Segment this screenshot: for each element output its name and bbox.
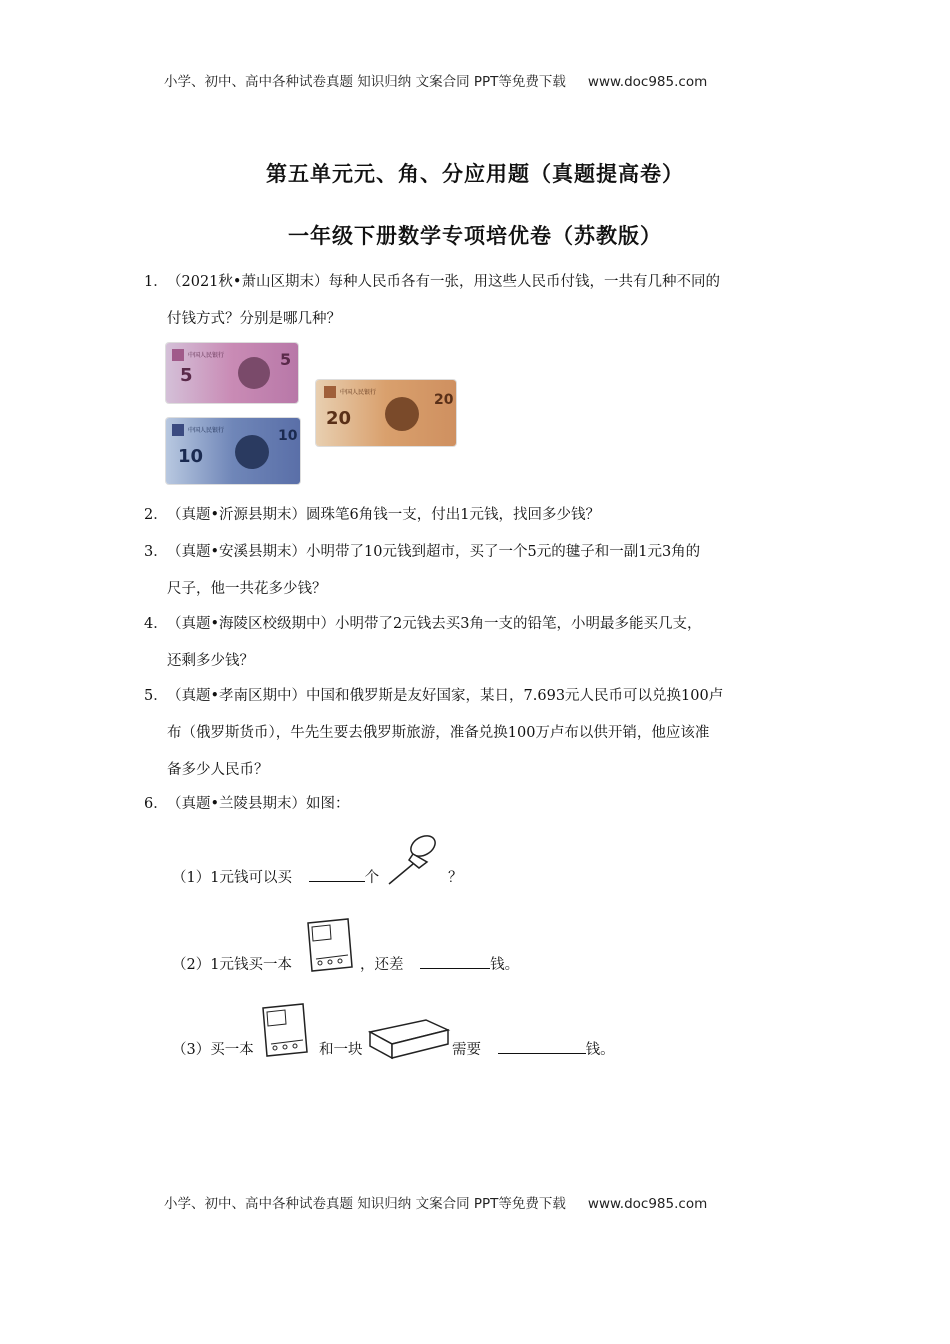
- question-text: 布（俄罗斯货币），牛先生要去俄罗斯旅游，准备兑换100万卢布以供开销，他应该准: [167, 725, 710, 741]
- question-5: [0, 678, 950, 789]
- question-number: 6．: [144, 796, 168, 812]
- part-text: 钱。: [585, 1042, 615, 1058]
- svg-text:中国人民银行: 中国人民银行: [188, 427, 225, 434]
- footer-url[interactable]: www.doc985.com: [587, 1196, 708, 1212]
- emblem-icon: [172, 424, 184, 436]
- page-title: 第五单元元、角、分应用题（真题提高卷）: [266, 162, 684, 186]
- svg-text:中国人民银行: 中国人民银行: [188, 352, 225, 359]
- notebook-icon: [257, 1002, 311, 1060]
- svg-text:20: 20: [326, 408, 352, 429]
- svg-text:5: 5: [180, 365, 193, 386]
- page-subtitle: 一年级下册数学专项培优卷（苏教版）: [288, 224, 662, 248]
- question-6-part-3-tail: [452, 1032, 615, 1069]
- question-number: 1．: [144, 274, 168, 290]
- portrait-icon: [238, 357, 270, 389]
- svg-text:10: 10: [178, 446, 204, 467]
- part-text: ，还差: [360, 957, 404, 973]
- part-text: 需要: [452, 1042, 481, 1058]
- banknote-10-yuan: [166, 418, 300, 484]
- part-text: ？: [448, 870, 463, 886]
- part-text: （2）1元钱买一本: [172, 957, 292, 973]
- svg-text:10: 10: [278, 428, 298, 444]
- question-text: （真题•兰陵县期末）如图：: [167, 796, 350, 812]
- header-url[interactable]: www.doc985.com: [587, 74, 708, 90]
- question-6-part-2: [172, 947, 292, 984]
- question-text: （真题•沂源县期末）圆珠笔6角钱一支，付出1元钱，找回多少钱？: [167, 507, 601, 523]
- part-text: （3）买一本: [172, 1042, 254, 1058]
- question-text: （2021秋•萧山区期末）每种人民币各有一张，用这些人民币付钱，一共有几种不同的: [167, 274, 720, 290]
- svg-text:20: 20: [434, 392, 454, 408]
- question-text: （真题•海陵区校级期中）小明带了2元钱去买3角一支的铅笔，小明最多能买几支，: [167, 616, 702, 632]
- question-3: [0, 534, 950, 608]
- question-number: 3．: [144, 544, 168, 560]
- question-text: （真题•孝南区期中）中国和俄罗斯是友好国家，某日，7.693元人民币可以兑换100卢: [167, 688, 724, 704]
- question-2: [0, 497, 950, 534]
- page-footer: [164, 1192, 707, 1212]
- question-number: 5．: [144, 688, 168, 704]
- part-text: 和一块: [319, 1042, 363, 1058]
- part-text: （1）1元钱可以买: [172, 870, 292, 886]
- answer-blank[interactable]: [420, 953, 490, 969]
- portrait-icon: [235, 435, 269, 469]
- question-text: （真题•安溪县期末）小明带了10元钱到超市，买了一个5元的毽子和一副1元3角的: [167, 544, 701, 560]
- portrait-icon: [385, 397, 419, 431]
- banknote-20-yuan: [316, 380, 456, 446]
- part-text: 钱。: [490, 957, 520, 973]
- part-text: 个: [364, 870, 380, 886]
- answer-blank[interactable]: [309, 866, 365, 882]
- svg-text:中国人民银行: 中国人民银行: [340, 389, 377, 396]
- question-text: 还剩多少钱？: [167, 653, 254, 669]
- question-text: 尺子，他一共花多少钱？: [167, 581, 327, 597]
- banknote-5-yuan: [166, 343, 298, 403]
- question-number: 2．: [144, 507, 168, 523]
- question-text: 备多少人民币？: [167, 762, 269, 778]
- question-6-part-3: [172, 1032, 254, 1069]
- eraser-icon: [366, 1016, 452, 1060]
- question-number: 4．: [144, 616, 168, 632]
- question-6: [0, 786, 950, 823]
- answer-blank[interactable]: [498, 1038, 586, 1054]
- footer-text: 小学、初中、高中各种试卷真题 知识归纳 文案合同 PPT等免费下载: [164, 1196, 566, 1212]
- emblem-icon: [172, 349, 184, 361]
- page-header: [164, 70, 707, 90]
- question-text: 付钱方式？分别是哪几种？: [167, 311, 341, 327]
- question-1: [0, 264, 950, 344]
- question-6-part-1: [172, 860, 379, 897]
- pushpin-icon: [383, 832, 445, 888]
- notebook-icon: [302, 917, 356, 975]
- emblem-icon: [324, 386, 336, 398]
- header-text: 小学、初中、高中各种试卷真题 知识归纳 文案合同 PPT等免费下载: [164, 74, 566, 90]
- question-4: [0, 606, 950, 680]
- question-6-part-2-tail: [360, 947, 519, 984]
- svg-text:5: 5: [280, 350, 292, 369]
